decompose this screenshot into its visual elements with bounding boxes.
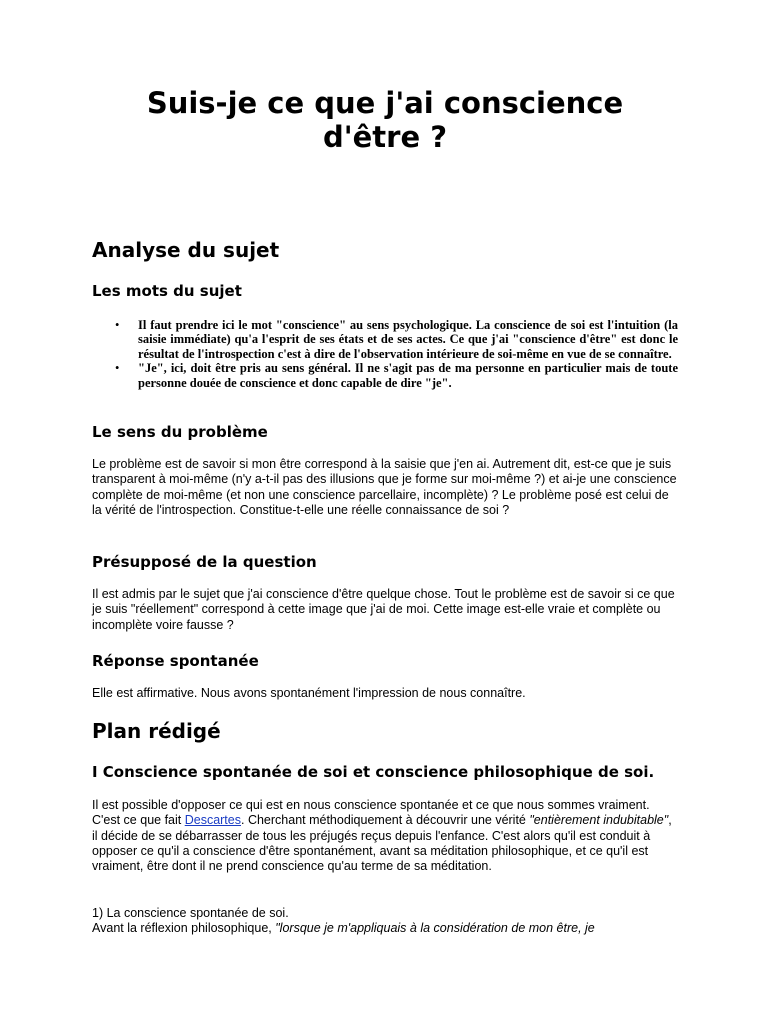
list-item: • Il faut prendre ici le mot "conscience" au sens psychologique. La conscience de soi est l'intuition (la saisie immédiate) qu'a l'esprit de ses états et de ses actes. Ce que j'ai "conscience d'être" est donc le résultat de l'introspection c'est à dire de l'observation intérieure de soi-même en vue de se connaître. bbox=[138, 318, 678, 361]
subheading-sens: Le sens du problème bbox=[92, 423, 268, 441]
section-heading-analyse: Analyse du sujet bbox=[92, 238, 280, 262]
title-line-1: Suis-je ce que j'ai conscience bbox=[146, 86, 624, 120]
paragraph-sens: Le problème est de savoir si mon être correspond à la saisie que j'en ai. Autrement dit, est-ce que je suis transparent à moi-même (n'y a-t-il pas des illusions que je forme sur moi-même ?) et ai-je une conscience complète de moi-même (et non une conscience parcellaire, incomplète) ? Le problème posé est celui de la vérité de l'introspection. Constitue-t-elle une réelle connaissance de soi ? bbox=[92, 457, 677, 517]
paragraph-reponse: Elle est affirmative. Nous avons spontanément l'impression de nous connaître. bbox=[92, 686, 526, 700]
paragraph-text: . Cherchant méthodiquement à découvrir une vérité bbox=[241, 813, 530, 828]
subheading-reponse: Réponse spontanée bbox=[92, 652, 259, 670]
subheading-presuppose: Présupposé de la question bbox=[92, 553, 317, 571]
title-line-2: d'être ? bbox=[322, 120, 448, 154]
list-item: • "Je", ici, doit être pris au sens général. Il ne s'agit pas de ma personne en particulier mais de toute personne douée de conscience et donc capable de dire "je". bbox=[138, 361, 678, 390]
paragraph-text: Il est possible d'opposer ce qui est en nous conscience spontanée et ce que nous sommes vraiment. C'est ce que fait bbox=[92, 798, 650, 828]
bullet-list bbox=[138, 318, 678, 390]
section-heading-plan: Plan rédigé bbox=[92, 719, 221, 743]
quote-text: "lorsque je m'appliquais à la considération de mon être, je bbox=[275, 921, 595, 936]
subheading-part1: I Conscience spontanée de soi et conscience philosophique de soi. bbox=[92, 763, 655, 781]
subheading-mots: Les mots du sujet bbox=[92, 282, 242, 300]
document-title bbox=[92, 86, 678, 154]
quote-text: "entièrement indubitable" bbox=[529, 813, 669, 828]
paragraph-presuppose: Il est admis par le sujet que j'ai conscience d'être quelque chose. Tout le problème est de savoir si ce que je suis "réellement" correspond à cette image que j'ai de moi. Cette image est-elle vraie et complète ou incomplète voire fausse ? bbox=[92, 587, 675, 632]
paragraph-text: Avant la réflexion philosophique, bbox=[92, 921, 276, 936]
paragraph-part1 bbox=[92, 798, 678, 874]
subsection-1-title: 1) La conscience spontanée de soi. bbox=[92, 906, 289, 920]
subsection-1 bbox=[92, 906, 678, 937]
descartes-link[interactable]: Descartes bbox=[184, 813, 241, 828]
paragraph-text: , il décide de se débarrasser de tous les préjugés reçus depuis l'enfance. C'est alors qu'il est conduit à opposer ce qu'il a conscience d'être spontanément, avant sa méditation philosophique, et ce qu'il est vraiment, être dont il ne prend conscience qu'au terme de sa méditation. bbox=[92, 813, 672, 874]
